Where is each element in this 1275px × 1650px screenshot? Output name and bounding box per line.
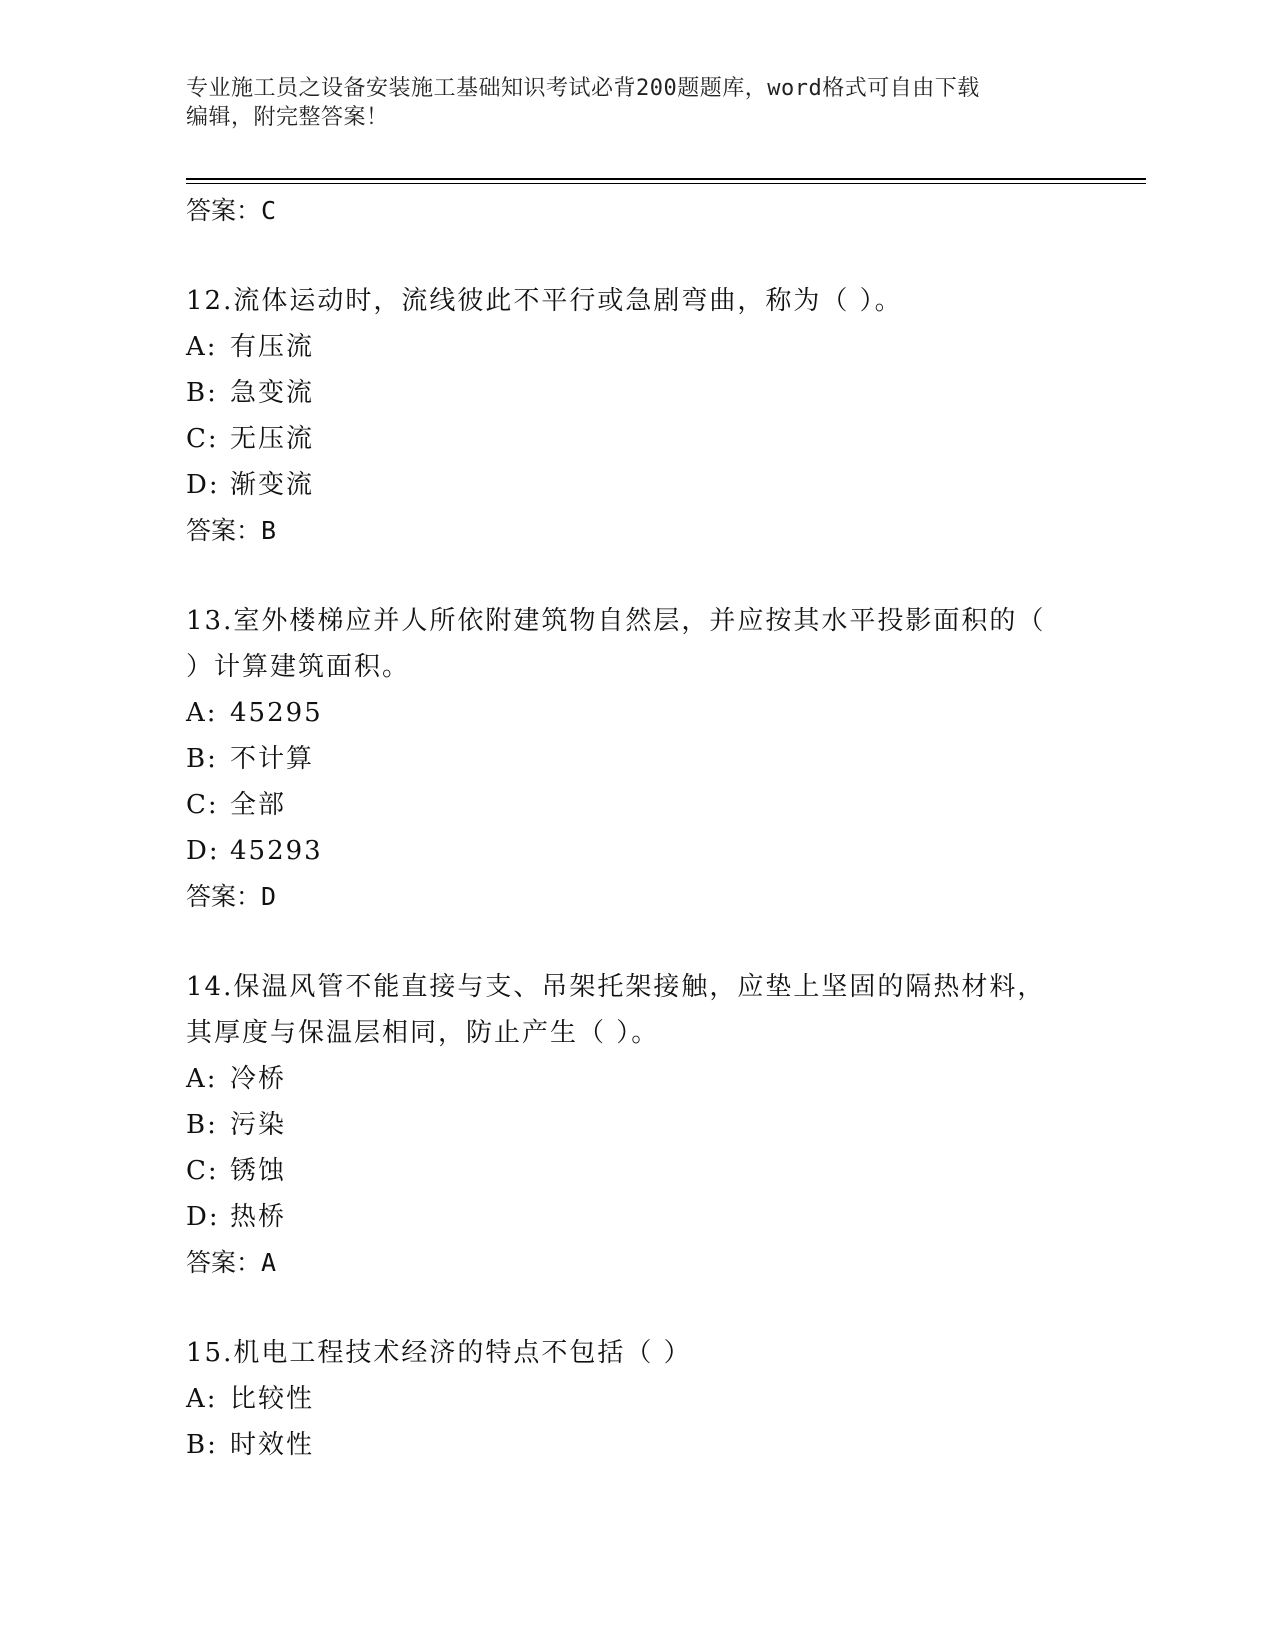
question-stem-line: ）计算建筑面积。 xyxy=(186,652,411,682)
question-stem xyxy=(186,598,1086,690)
question-stem xyxy=(186,1330,1086,1376)
question-stem xyxy=(186,278,1086,324)
header-line-1: 专业施工员之设备安装施工基础知识考试必背200题题库，word格式可自由下载 xyxy=(186,76,980,101)
option-a xyxy=(186,1376,1086,1422)
option-d xyxy=(186,828,1086,874)
option-b xyxy=(186,736,1086,782)
option-text: 有压流 xyxy=(230,332,315,362)
option-d xyxy=(186,1194,1086,1240)
header-line-2: 编辑，附完整答案！ xyxy=(186,105,389,130)
question-stem-line: 12.流体运动时，流线彼此不平行或急剧弯曲，称为（ ）。 xyxy=(186,286,903,316)
option-letter: D: xyxy=(186,470,220,500)
question-list xyxy=(186,188,1086,1468)
option-letter: B: xyxy=(186,378,218,408)
option-text: 45293 xyxy=(230,836,323,866)
option-a xyxy=(186,324,1086,370)
spacer xyxy=(186,554,1086,598)
option-letter: C: xyxy=(186,790,219,820)
option-text: 污染 xyxy=(230,1110,287,1140)
option-letter: B: xyxy=(186,1110,218,1140)
option-text: 无压流 xyxy=(230,424,315,454)
question-block xyxy=(186,598,1086,920)
option-text: 时效性 xyxy=(230,1430,315,1460)
header-rule-thick xyxy=(186,178,1146,180)
option-text: 45295 xyxy=(230,698,323,728)
option-text: 比较性 xyxy=(230,1384,315,1414)
option-letter: A: xyxy=(186,332,218,362)
option-letter: C: xyxy=(186,424,219,454)
option-c xyxy=(186,782,1086,828)
option-text: 急变流 xyxy=(230,378,315,408)
option-text: 全部 xyxy=(230,790,287,820)
option-b xyxy=(186,370,1086,416)
option-letter: D: xyxy=(186,836,220,866)
option-text: 渐变流 xyxy=(230,470,315,500)
question-block xyxy=(186,278,1086,554)
option-letter: A: xyxy=(186,1064,218,1094)
option-letter: C: xyxy=(186,1156,219,1186)
option-letter: A: xyxy=(186,698,218,728)
question-answer: 答案：D xyxy=(186,882,277,911)
previous-answer: 答案：C xyxy=(186,196,277,225)
option-b xyxy=(186,1422,1086,1468)
question-answer: 答案：A xyxy=(186,1248,277,1277)
question-block xyxy=(186,1330,1086,1468)
question-stem-line: 13.室外楼梯应并人所依附建筑物自然层，并应按其水平投影面积的（ xyxy=(186,606,1046,636)
question-stem xyxy=(186,964,1086,1056)
option-c xyxy=(186,1148,1086,1194)
question-stem-line: 14.保温风管不能直接与支、吊架托架接触，应垫上坚固的隔热材料， xyxy=(186,972,1046,1002)
option-letter: B: xyxy=(186,1430,218,1460)
question-answer: 答案：B xyxy=(186,516,277,545)
option-c xyxy=(186,416,1086,462)
spacer xyxy=(186,1286,1086,1330)
header-rule-thin xyxy=(186,183,1146,184)
option-letter: B: xyxy=(186,744,218,774)
question-block xyxy=(186,964,1086,1286)
spacer xyxy=(186,234,1086,278)
option-text: 冷桥 xyxy=(230,1064,287,1094)
option-text: 锈蚀 xyxy=(230,1156,287,1186)
option-letter: A: xyxy=(186,1384,218,1414)
document-header xyxy=(186,74,1086,132)
option-d xyxy=(186,462,1086,508)
option-b xyxy=(186,1102,1086,1148)
question-stem-line: 15.机电工程技术经济的特点不包括（ ） xyxy=(186,1338,692,1368)
option-letter: D: xyxy=(186,1202,220,1232)
option-a xyxy=(186,1056,1086,1102)
option-a xyxy=(186,690,1086,736)
option-text: 不计算 xyxy=(230,744,315,774)
question-stem-line: 其厚度与保温层相同，防止产生（ ）。 xyxy=(186,1018,660,1048)
spacer xyxy=(186,920,1086,964)
option-text: 热桥 xyxy=(230,1202,287,1232)
